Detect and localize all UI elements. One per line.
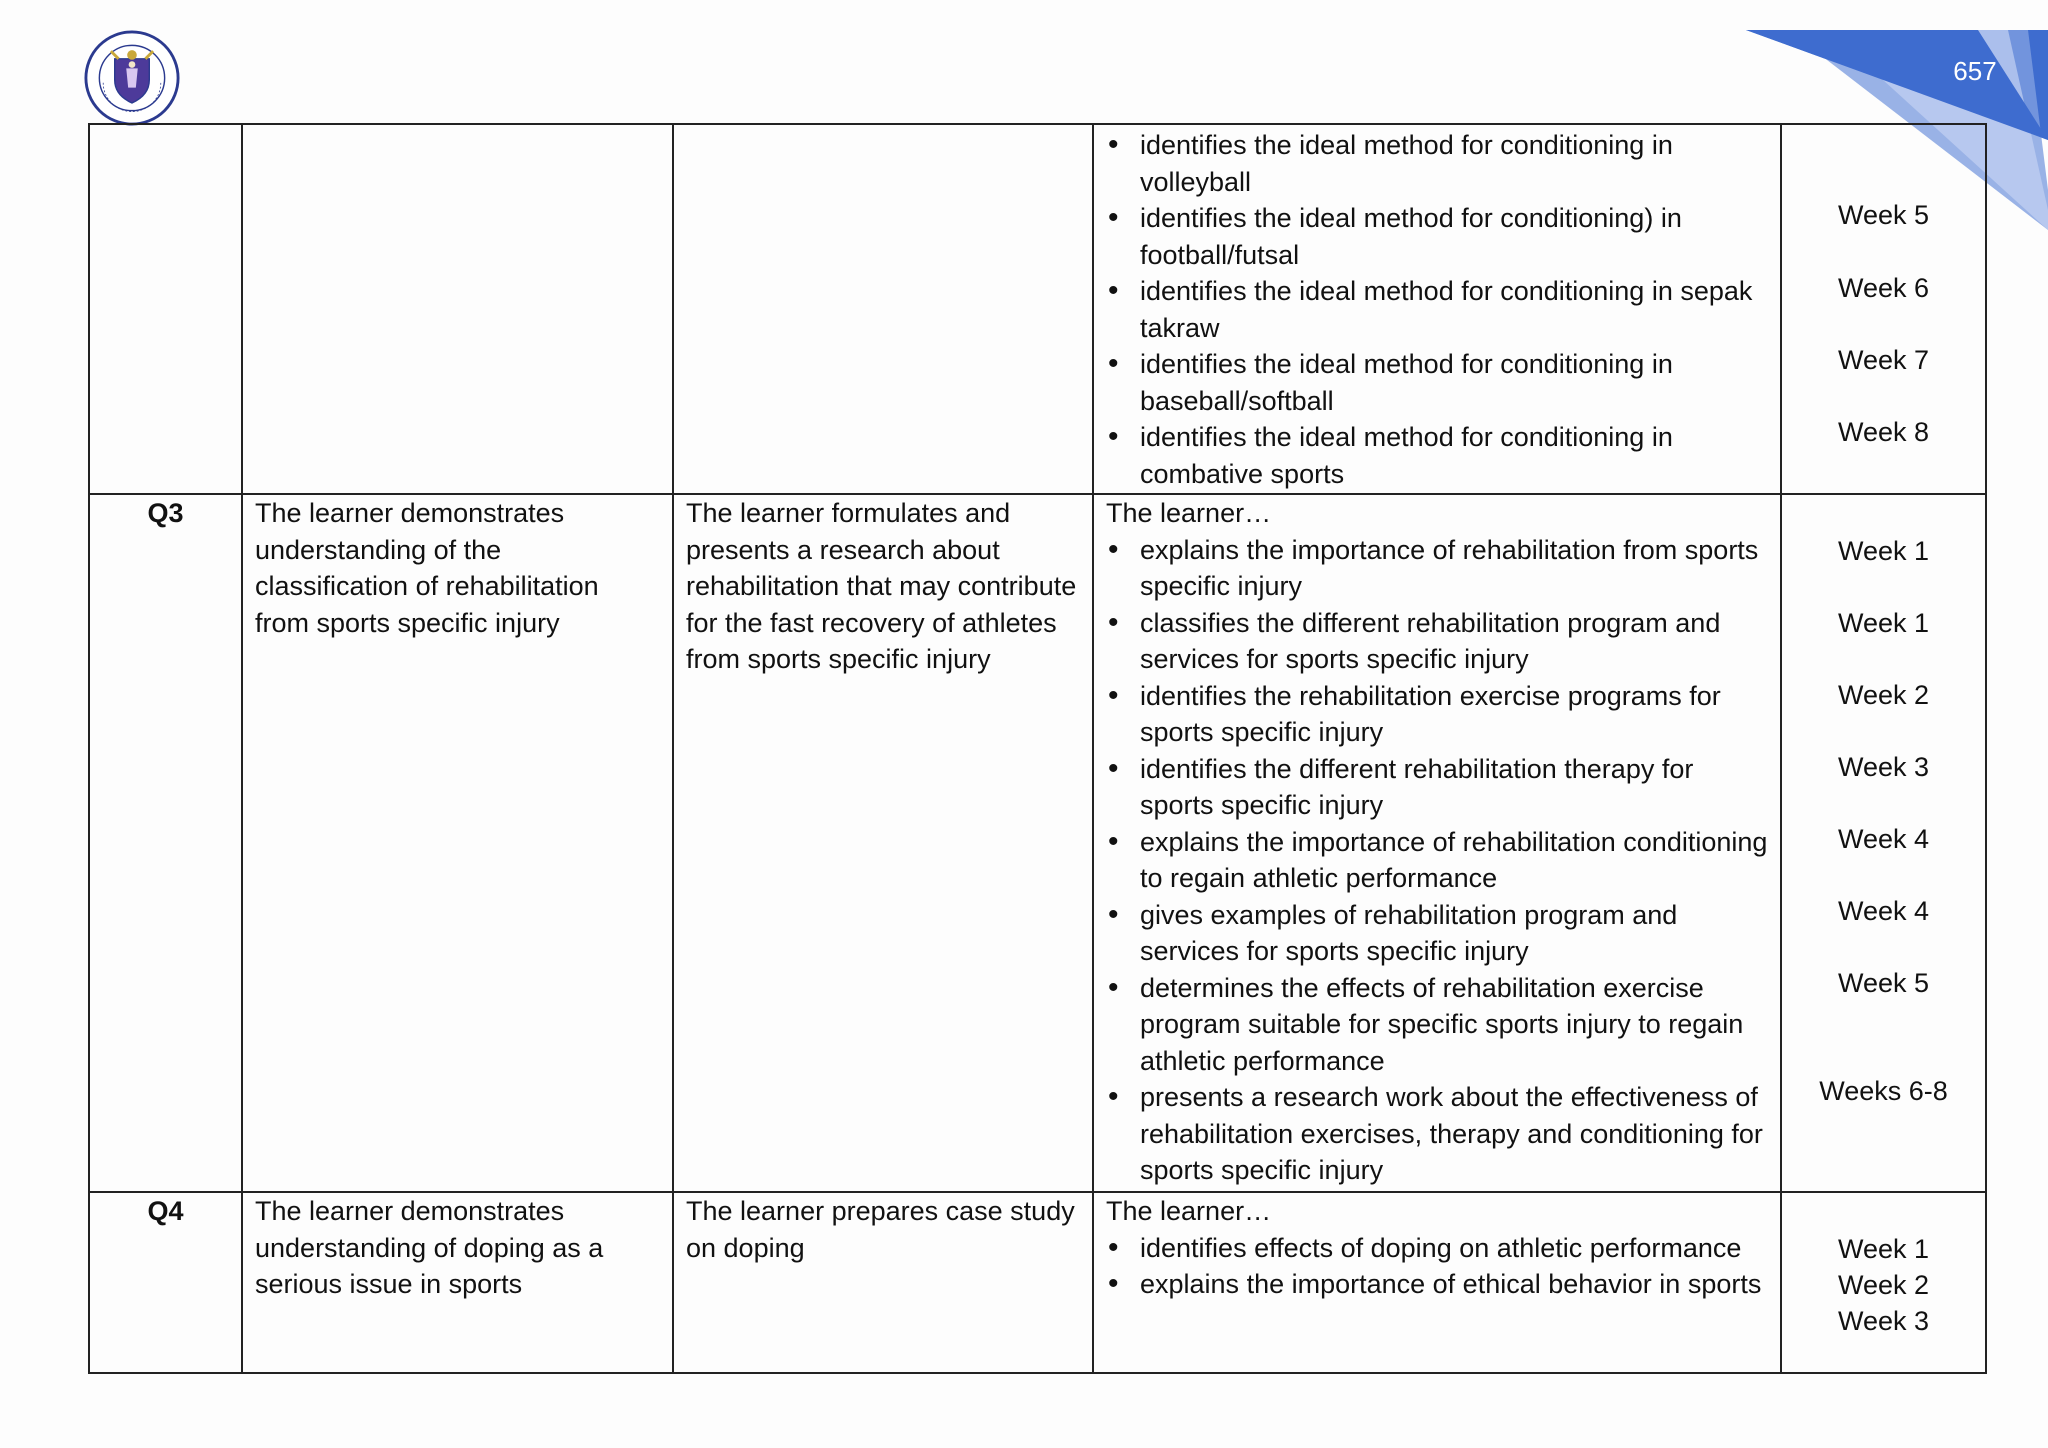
weeks-cell — [1781, 494, 1986, 1192]
competency-item: • identifies the ideal method for conditioning in combative sports — [1140, 419, 1768, 492]
week-label: Week 3 — [1837, 1306, 1930, 1336]
week-label: Week 4 — [1837, 896, 1930, 926]
competency-intro: The learner… — [1106, 1196, 1272, 1226]
week-label: Week 2 — [1837, 1270, 1930, 1300]
competency-item: • identifies the different rehabilitation therapy for sports specific injury — [1140, 751, 1768, 824]
week-label: Week 8 — [1837, 417, 1930, 447]
competency-list — [1106, 127, 1768, 492]
week-label: Weeks 6-8 — [1819, 1076, 1948, 1106]
week-label: Week 7 — [1837, 345, 1930, 375]
performance-standard-cell — [673, 124, 1093, 494]
competency-item: • gives examples of rehabilitation program and services for sports specific injury — [1140, 897, 1768, 970]
performance-standard-cell: The learner formulates and presents a research about rehabilitation that may contribute for the fast recovery of athletes from sports specific injury — [673, 494, 1093, 1192]
week-label: Week 5 — [1837, 968, 1930, 998]
weeks-cell — [1781, 124, 1986, 494]
content-standard-cell — [242, 124, 673, 494]
quarter-cell: Q4 — [89, 1192, 242, 1373]
weeks-cell — [1781, 1192, 1986, 1373]
competency-item: • explains the importance of rehabilitation conditioning to regain athletic performance — [1140, 824, 1768, 897]
competency-item: • presents a research work about the effectiveness of rehabilitation exercises, therapy and conditioning for sports specific injury — [1140, 1079, 1768, 1189]
week-label: Week 1 — [1837, 536, 1930, 566]
performance-standard-cell: The learner prepares case study on doping — [673, 1192, 1093, 1373]
competency-item: • identifies the ideal method for conditioning in baseball/softball — [1140, 346, 1768, 419]
competencies-cell — [1093, 494, 1781, 1192]
curriculum-table — [88, 123, 1987, 1374]
competency-list — [1106, 532, 1768, 1189]
content-standard-cell: The learner demonstrates understanding of doping as a serious issue in sports — [242, 1192, 673, 1373]
week-label: Week 1 — [1837, 608, 1930, 638]
competency-item: • explains the importance of rehabilitation from sports specific injury — [1140, 532, 1768, 605]
competency-item: • determines the effects of rehabilitation exercise program suitable for specific sports injury to regain athletic performance — [1140, 970, 1768, 1080]
competency-item: • identifies the ideal method for conditioning in volleyball — [1140, 127, 1768, 200]
competency-item: • explains the importance of ethical behavior in sports — [1140, 1266, 1768, 1303]
week-label: Week 5 — [1837, 200, 1930, 230]
competency-item: • identifies the rehabilitation exercise programs for sports specific injury — [1140, 678, 1768, 751]
competency-item: • classifies the different rehabilitation program and services for sports specific injury — [1140, 605, 1768, 678]
competencies-cell — [1093, 124, 1781, 494]
competency-item: • identifies the ideal method for conditioning in sepak takraw — [1140, 273, 1768, 346]
table-row — [89, 1192, 1986, 1373]
table-row — [89, 494, 1986, 1192]
content-standard-cell: The learner demonstrates understanding of the classification of rehabilitation from sports specific injury — [242, 494, 673, 1192]
competency-intro: The learner… — [1106, 498, 1272, 528]
competency-item: • identifies effects of doping on athletic performance — [1140, 1230, 1768, 1267]
page-number: 657 — [1953, 56, 1997, 86]
week-label: Week 2 — [1837, 680, 1930, 710]
week-label: Week 4 — [1837, 824, 1930, 854]
quarter-cell — [89, 124, 242, 494]
table-row — [89, 124, 1986, 494]
week-label: Week 3 — [1837, 752, 1930, 782]
week-label: Week 6 — [1837, 273, 1930, 303]
competency-item: • identifies the ideal method for conditioning) in football/futsal — [1140, 200, 1768, 273]
quarter-cell: Q3 — [89, 494, 242, 1192]
week-label: Week 1 — [1837, 1234, 1930, 1264]
competencies-cell — [1093, 1192, 1781, 1373]
deped-seal-logo — [84, 30, 180, 126]
competency-list — [1106, 1230, 1768, 1303]
